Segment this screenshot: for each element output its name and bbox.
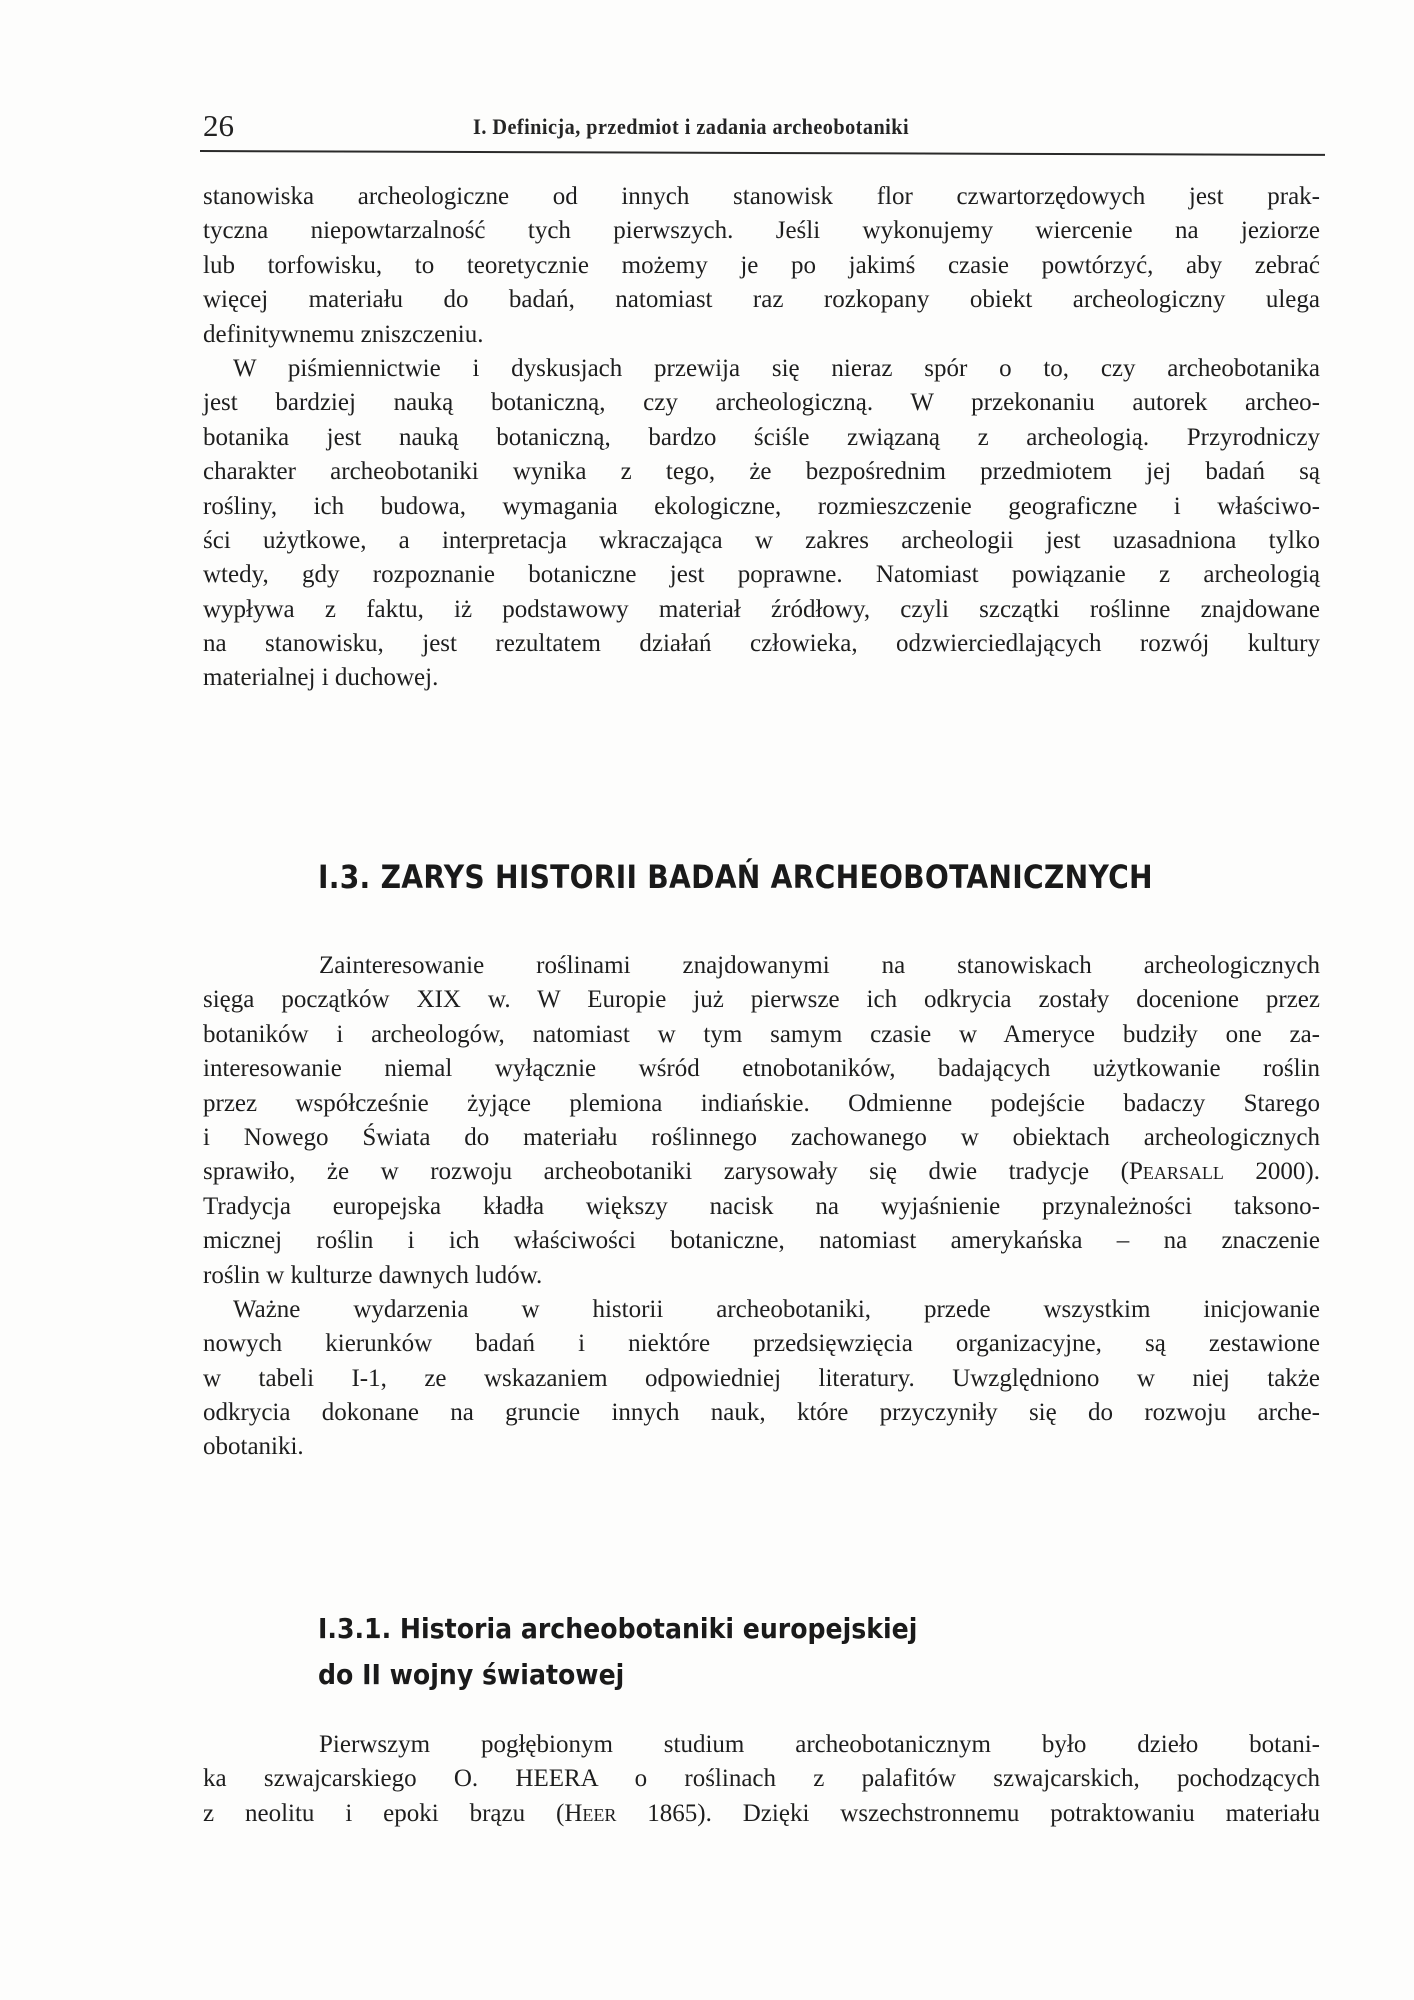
text-fragment: z neolitu i epoki brązu (	[203, 1799, 565, 1827]
text-line: micznej roślin i ich właściwości botaniczne, natomiast amerykańska – na znaczenie	[203, 1227, 1320, 1255]
text-line: tyczna niepowtarzalność tych pierwszych. Jeśli wykonujemy wiercenie na jeziorze	[203, 217, 1320, 245]
subsection-heading-line: I.3.1. Historia archeobotaniki europejskiej	[318, 1612, 918, 1645]
text-line: w tabeli I-1, ze wskazaniem odpowiedniej literatury. Uwzględniono w niej także	[203, 1364, 1320, 1392]
subsection-heading-line: do II wojny światowej	[318, 1658, 625, 1691]
text-line: botaników i archeologów, natomiast w tym samym czasie w Ameryce budziły one za-	[203, 1020, 1320, 1048]
text-line: wtedy, gdy rozpoznanie botaniczne jest poprawne. Natomiast powiązanie z archeologią	[203, 561, 1320, 589]
text-line: ści użytkowe, a interpretacja wkraczająca w zakres archeologii jest uzasadniona tylko	[203, 526, 1320, 554]
text-line: nowych kierunków badań i niektóre przedsięwzięcia organizacyjne, są zestawione	[203, 1330, 1320, 1358]
paragraph-block-2	[203, 949, 1320, 1465]
text-line: botanika jest nauką botaniczną, bardzo ściśle związaną z archeologią. Przyrodniczy	[203, 423, 1320, 451]
citation-author: Pearsall	[1128, 1158, 1224, 1186]
text-line: Tradycja europejska kładła większy nacisk na wyjaśnienie przynależności taksono-	[203, 1192, 1320, 1220]
paragraph-block-3	[203, 1728, 1320, 1831]
text-line: definitywnemu zniszczeniu.	[203, 320, 484, 348]
text-line: materialnej i duchowej.	[203, 664, 439, 692]
text-line: na stanowisku, jest rezultatem działań człowieka, odzwierciedlających rozwój kultury	[203, 630, 1320, 658]
text-line: stanowiska archeologiczne od innych stanowisk flor czwartorzędowych jest prak-	[203, 183, 1320, 210]
text-line: więcej materiału do badań, natomiast raz rozkopany obiekt archeologiczny ulega	[203, 286, 1320, 314]
text-line: Zainteresowanie roślinami znajdowanymi na stanowiskach archeologicznych	[319, 952, 1320, 979]
running-header	[203, 108, 1325, 152]
paragraph-block-1	[203, 180, 1320, 696]
text-line: obotaniki.	[203, 1433, 304, 1461]
text-fragment: sprawiło, że w rozwoju archeobotaniki zarysowały się dwie tradycje (	[203, 1158, 1129, 1186]
page-number: 26	[203, 108, 234, 143]
section-heading-1-3: I.3. ZARYS HISTORII BADAŃ ARCHEOBOTANICZNYCH	[318, 858, 1153, 896]
text-line: Pierwszym pogłębionym studium archeobotanicznym było dzieło botani-	[319, 1731, 1320, 1758]
text-line: przez współcześnie żyjące plemiona indiańskie. Odmienne podejście badaczy Starego	[203, 1089, 1320, 1117]
text-line: rośliny, ich budowa, wymagania ekologiczne, rozmieszczenie geograficzne i właściwo-	[203, 492, 1320, 520]
text-line: Ważne wydarzenia w historii archeobotaniki, przede wszystkim inicjowanie	[233, 1295, 1320, 1323]
text-line: interesowanie niemal wyłącznie wśród etnobotaników, badających użytkowanie roślin	[203, 1055, 1320, 1083]
text-line: roślin w kulturze dawnych ludów.	[203, 1261, 543, 1289]
running-title: I. Definicja, przedmiot i zadania archeobotaniki	[473, 114, 910, 139]
text-line	[203, 1797, 1320, 1831]
text-fragment: 1865). Dzięki wszechstronnemu potraktowaniu materiału	[616, 1799, 1320, 1827]
text-line: jest bardziej nauką botaniczną, czy archeologiczną. W przekonaniu autorek archeo-	[203, 389, 1320, 417]
citation-author: Heer	[564, 1799, 617, 1827]
text-line: wypływa z faktu, iż podstawowy materiał źródłowy, czyli szczątki roślinne znajdowane	[203, 595, 1320, 623]
subsection-heading-1-3-1	[318, 1606, 917, 1698]
text-line: W piśmiennictwie i dyskusjach przewija się nieraz spór o to, czy archeobotanika	[233, 354, 1320, 382]
text-line: sięga początków XIX w. W Europie już pierwsze ich odkrycia zostały docenione przez	[203, 986, 1320, 1014]
text-line: charakter archeobotaniki wynika z tego, że bezpośrednim przedmiotem jej badań są	[203, 458, 1320, 486]
text-line: ka szwajcarskiego O. HEERA o roślinach z palafitów szwajcarskich, pochodzących	[203, 1765, 1320, 1793]
text-line: odkrycia dokonane na gruncie innych nauk, które przyczyniły się do rozwoju arche-	[203, 1399, 1320, 1427]
text-line: lub torfowisku, to teoretycznie możemy je po jakimś czasie powtórzyć, aby zebrać	[203, 251, 1320, 279]
text-line	[203, 1155, 1320, 1189]
text-line: i Nowego Świata do materiału roślinnego zachowanego w obiektach archeologicznych	[203, 1123, 1320, 1151]
citation-year: 2000).	[1223, 1158, 1320, 1186]
